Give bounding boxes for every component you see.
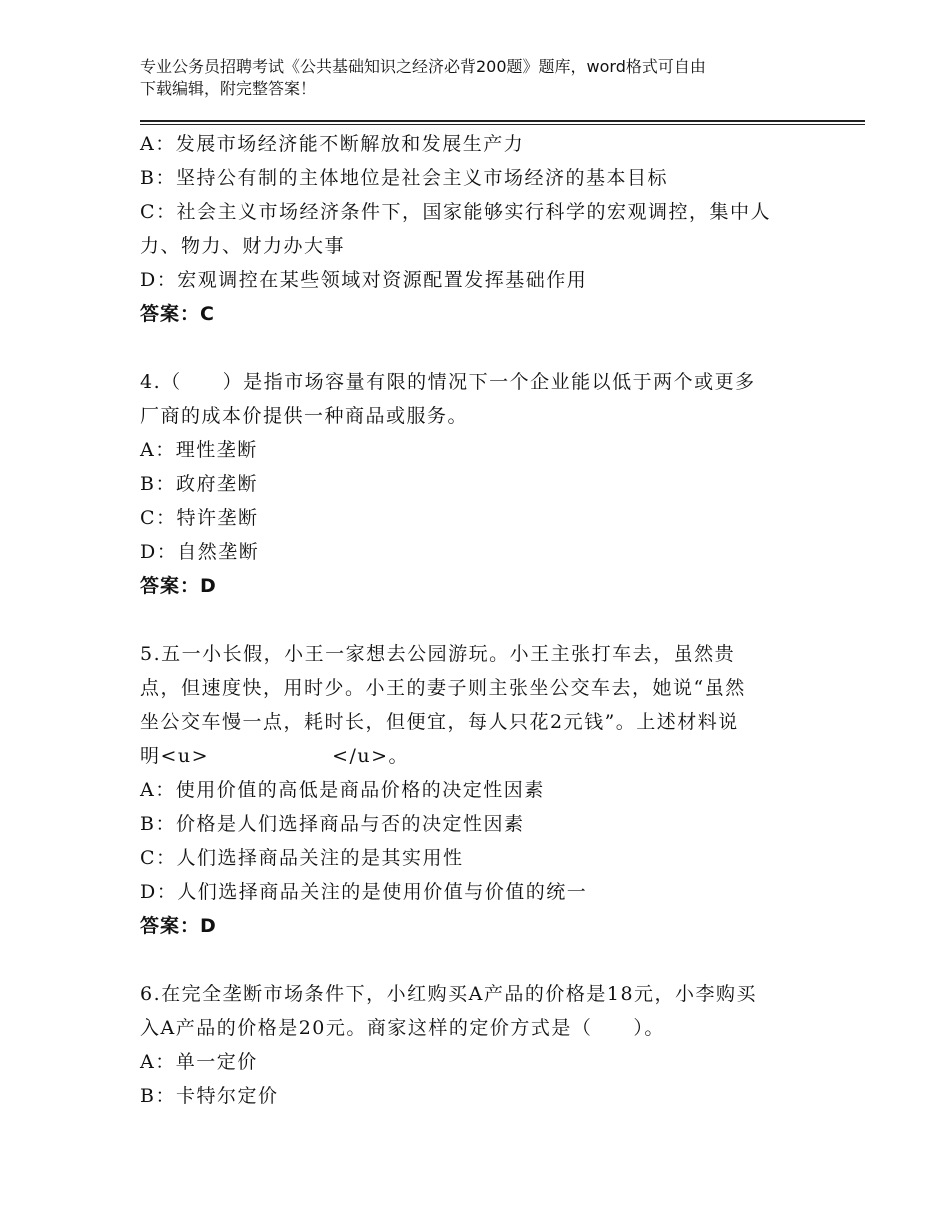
q3-option-b: B：坚持公有制的主体地位是社会主义市场经济的基本目标 [140, 167, 668, 189]
document-body [140, 127, 810, 1113]
q4-option-b: B：政府垄断 [140, 473, 258, 495]
q4-stem-line-2: 厂商的成本价提供一种商品或服务。 [140, 405, 469, 427]
q3-option-d: D：宏观调控在某些领域对资源配置发挥基础作用 [140, 269, 588, 291]
header-line-1: 专业公务员招聘考试《公共基础知识之经济必背200题》题库，word格式可自由 [140, 57, 706, 76]
q6-option-a: A：单一定价 [140, 1051, 258, 1073]
q5-answer: 答案：D [140, 915, 217, 937]
question-6 [140, 977, 810, 1113]
q5-stem-line-3: 坐公交车慢一点，耗时长，但便宜，每人只花2元钱”。上述材料说 [140, 711, 739, 733]
header-rule-thick [140, 120, 865, 122]
q5-option-d: D：人们选择商品关注的是使用价值与价值的统一 [140, 881, 588, 903]
spacer [140, 603, 810, 637]
header-line-2: 下载编辑，附完整答案！ [140, 79, 317, 98]
header-rule-thin [140, 124, 865, 125]
q4-stem-line-1: 4.（ ）是指市场容量有限的情况下一个企业能以低于两个或更多 [140, 371, 756, 393]
q3-answer: 答案：C [140, 303, 215, 325]
q6-stem-line-1: 6.在完全垄断市场条件下，小红购买A产品的价格是18元，小李购买 [140, 983, 758, 1005]
q4-option-c: C：特许垄断 [140, 507, 259, 529]
spacer [140, 943, 810, 977]
question-3 [140, 127, 810, 331]
q5-stem-line-2: 点，但速度快，用时少。小王的妻子则主张坐公交车去，她说“虽然 [140, 677, 746, 699]
q5-stem-line-1: 5.五一小长假，小王一家想去公园游玩。小王主张打车去，虽然贵 [140, 643, 736, 665]
q3-option-a: A：发展市场经济能不断解放和发展生产力 [140, 133, 525, 155]
q4-answer: 答案：D [140, 575, 217, 597]
q3-option-c-line-2: 力、物力、财力办大事 [140, 235, 346, 257]
question-4 [140, 365, 810, 603]
document-header [140, 56, 820, 100]
q5-option-a: A：使用价值的高低是商品价格的决定性因素 [140, 779, 545, 801]
q6-option-b: B：卡特尔定价 [140, 1085, 279, 1107]
q4-option-a: A：理性垄断 [140, 439, 258, 461]
q4-option-d: D：自然垄断 [140, 541, 260, 563]
q3-option-c-line-1: C：社会主义市场经济条件下，国家能够实行科学的宏观调控，集中人 [140, 201, 772, 223]
q6-stem-line-2: 入A产品的价格是20元。商家这样的定价方式是（ ）。 [140, 1017, 665, 1039]
q5-option-b: B：价格是人们选择商品与否的决定性因素 [140, 813, 525, 835]
q5-stem-line-4: 明<u> </u>。 [140, 745, 410, 767]
spacer [140, 331, 810, 365]
q5-option-c: C：人们选择商品关注的是其实用性 [140, 847, 464, 869]
question-5 [140, 637, 810, 943]
